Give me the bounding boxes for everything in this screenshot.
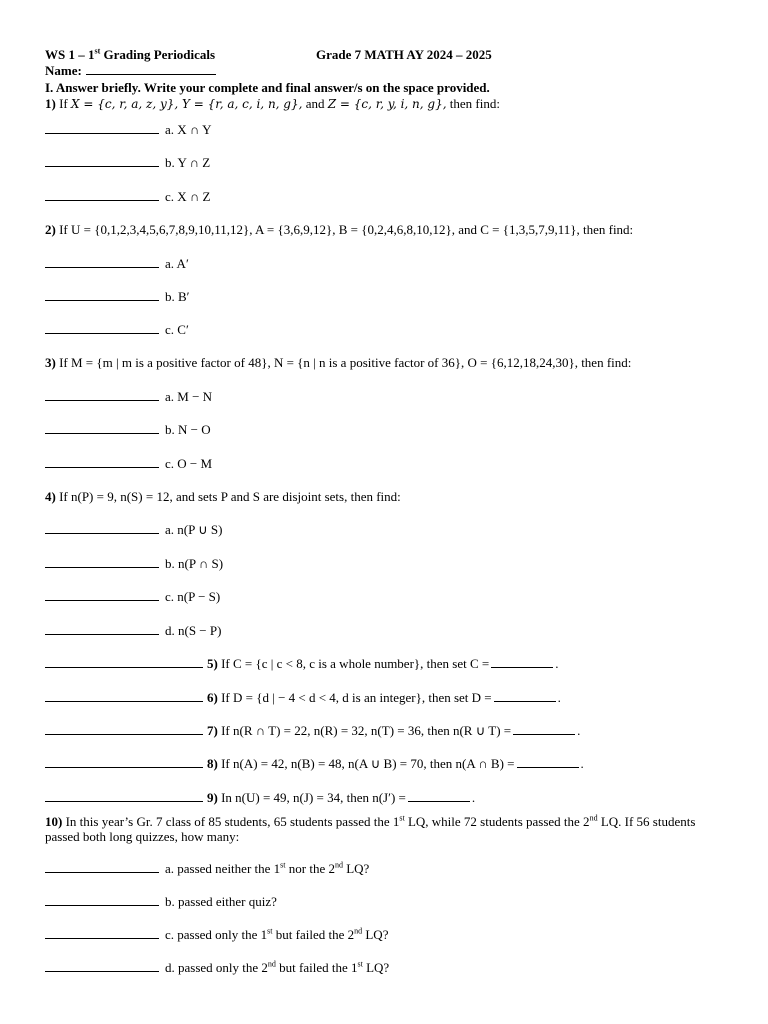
q3-number: 3) (45, 355, 56, 370)
q2-item-label: a. A′ (165, 256, 189, 271)
answer-blank[interactable] (45, 690, 203, 702)
q10-text-a: In this year’s Gr. 7 class of 85 students, 65 students passed the 1 (62, 814, 400, 829)
q7-text: If n(R ∩ T) = 22, n(R) = 32, n(T) = 36, then n(R ∪ T) = (217, 723, 512, 738)
q10-item-sup: st (280, 860, 286, 870)
q10-item-sup: nd (267, 959, 276, 969)
q10-item-d (45, 960, 389, 975)
q2-item-b (45, 289, 190, 304)
q1-math2: Z = {c, r, y, i, n, g}, (327, 97, 447, 111)
q10-text-c: LQ. If 56 students (597, 814, 696, 829)
q10-item-b (45, 894, 277, 909)
q10-item-text: b. passed either quiz? (165, 894, 277, 909)
q10-item-text: but failed the 1 (275, 960, 358, 975)
q4-text: If n(P) = 9, n(S) = 12, and sets P and S are disjoint sets, then find: (55, 489, 401, 504)
q1-item-label: a. X ∩ Y (165, 122, 212, 137)
answer-blank[interactable] (45, 756, 203, 768)
q1-tail: then find: (446, 96, 500, 111)
answer-blank[interactable] (45, 456, 159, 468)
q10-item-text: LQ? (342, 861, 370, 876)
q3-item-label: c. O − M (165, 456, 213, 471)
instructions: I. Answer briefly. Write your complete and final answer/s on the space provided. (45, 80, 490, 95)
answer-blank[interactable] (45, 589, 159, 601)
q4-item-label: b. n(P ∩ S) (165, 556, 224, 571)
q3-item-a (45, 389, 212, 404)
answer-blank[interactable] (45, 927, 159, 939)
q1-and: and (302, 96, 328, 111)
q3-item-b (45, 422, 211, 437)
answer-blank[interactable] (45, 623, 159, 635)
q9-text: In n(U) = 49, n(J) = 34, then n(J′) = (217, 790, 406, 805)
q7-end: . (577, 723, 581, 738)
title-sup: st (94, 46, 101, 56)
q3-text: If M = {m | m is a positive factor of 48}, N = {n | n is a positive factor of 36}, O = {6,12,18,24,30}, then find: (55, 355, 632, 370)
answer-blank[interactable] (45, 656, 203, 668)
answer-blank[interactable] (45, 522, 159, 534)
q10-item-text: a. passed neither the 1 (165, 861, 281, 876)
q2-number: 2) (45, 222, 56, 237)
q6-text: If D = {d | − 4 < d < 4, d is an integer}, then set D = (217, 690, 492, 705)
inline-blank[interactable] (408, 790, 470, 802)
answer-blank[interactable] (45, 861, 159, 873)
inline-blank[interactable] (513, 723, 575, 735)
question-4 (45, 489, 401, 504)
answer-blank[interactable] (45, 155, 159, 167)
q2-item-label: b. B′ (165, 289, 190, 304)
q5-number: 5) (207, 656, 218, 671)
q10-line-2: passed both long quizzes, how many: (45, 829, 240, 844)
q2-item-c (45, 322, 189, 337)
q7-number: 7) (207, 723, 218, 738)
q3-item-label: b. N − O (165, 422, 211, 437)
question-6 (45, 690, 561, 705)
answer-blank[interactable] (45, 322, 159, 334)
q4-item-label: a. n(P ∪ S) (165, 522, 223, 537)
question-5 (45, 656, 558, 671)
q10-text-b: LQ, while 72 students passed the 2 (404, 814, 590, 829)
q10-item-sup: st (357, 959, 363, 969)
q6-number: 6) (207, 690, 218, 705)
grade-title: Grade 7 MATH AY 2024 – 2025 (316, 47, 492, 62)
q1-item-label: c. X ∩ Z (165, 189, 211, 204)
answer-blank[interactable] (45, 389, 159, 401)
q4-item-a (45, 522, 222, 537)
q10-item-text: nor the 2 (285, 861, 335, 876)
worksheet-title (45, 47, 215, 62)
q2-item-label: c. C′ (165, 322, 189, 337)
q10-item-text: LQ? (362, 927, 389, 942)
q1-item-a (45, 122, 211, 137)
q1-math: X = {c, r, a, z, y}, Y = {r, a, c, i, n, g}, (71, 97, 303, 111)
answer-blank[interactable] (45, 894, 159, 906)
question-10 (45, 814, 695, 829)
title-tail: Grading Periodicals (100, 47, 216, 62)
q10-item-text: c. passed only the 1 (165, 927, 268, 942)
q10-item-text: but failed the 2 (272, 927, 355, 942)
answer-blank[interactable] (45, 422, 159, 434)
answer-blank[interactable] (45, 289, 159, 301)
q3-item-c (45, 456, 212, 471)
q6-end: . (557, 690, 561, 705)
inline-blank[interactable] (517, 756, 579, 768)
answer-blank[interactable] (45, 189, 159, 201)
name-row (45, 63, 216, 78)
q5-text: If C = {c | c < 8, c is a whole number}, then set C = (217, 656, 490, 671)
question-2 (45, 222, 633, 237)
q1-number: 1) (45, 96, 56, 111)
q4-item-label: d. n(S − P) (165, 623, 222, 638)
q8-text: If n(A) = 42, n(B) = 48, n(A ∪ B) = 70, then n(A ∩ B) = (217, 756, 515, 771)
q10-sup: nd (589, 813, 598, 823)
q1-text: If (55, 96, 72, 111)
q10-number: 10) (45, 814, 63, 829)
name-label: Name: (45, 63, 82, 78)
q1-item-label: b. Y ∩ Z (165, 155, 211, 170)
answer-blank[interactable] (45, 723, 203, 735)
q8-number: 8) (207, 756, 218, 771)
inline-blank[interactable] (491, 656, 553, 668)
q2-item-a (45, 256, 189, 271)
q4-item-b (45, 556, 223, 571)
q10-item-c (45, 927, 388, 942)
q3-item-label: a. M − N (165, 389, 213, 404)
question-7 (45, 723, 580, 738)
answer-blank[interactable] (45, 122, 159, 134)
q10-item-sup: st (267, 926, 273, 936)
answer-blank[interactable] (45, 556, 159, 568)
question-9 (45, 790, 475, 805)
q10-item-sup: nd (354, 926, 363, 936)
q2-text: If U = {0,1,2,3,4,5,6,7,8,9,10,11,12}, A = {3,6,9,12}, B = {0,2,4,6,8,10,12}, and C = {1,3,5,7,9,11}, then find: (55, 222, 634, 237)
q4-number: 4) (45, 489, 56, 504)
question-3 (45, 355, 631, 370)
q10-item-sup: nd (334, 860, 343, 870)
name-field[interactable] (86, 63, 216, 75)
question-8 (45, 756, 584, 771)
q10-sup: st (399, 813, 405, 823)
q9-number: 9) (207, 790, 218, 805)
q4-item-d (45, 623, 221, 638)
q8-end: . (580, 756, 584, 771)
answer-blank[interactable] (45, 256, 159, 268)
q10-item-a (45, 861, 369, 876)
q5-end: . (555, 656, 559, 671)
answer-blank[interactable] (45, 790, 203, 802)
inline-blank[interactable] (494, 690, 556, 702)
q10-item-text: d. passed only the 2 (165, 960, 268, 975)
title-text: WS 1 – 1 (45, 47, 95, 62)
question-1 (45, 96, 500, 112)
q1-item-b (45, 155, 210, 170)
q10-item-text: LQ? (362, 960, 390, 975)
answer-blank[interactable] (45, 960, 159, 972)
q1-item-c (45, 189, 211, 204)
q9-end: . (471, 790, 476, 805)
q4-item-c (45, 589, 220, 604)
q4-item-label: c. n(P − S) (165, 589, 221, 604)
